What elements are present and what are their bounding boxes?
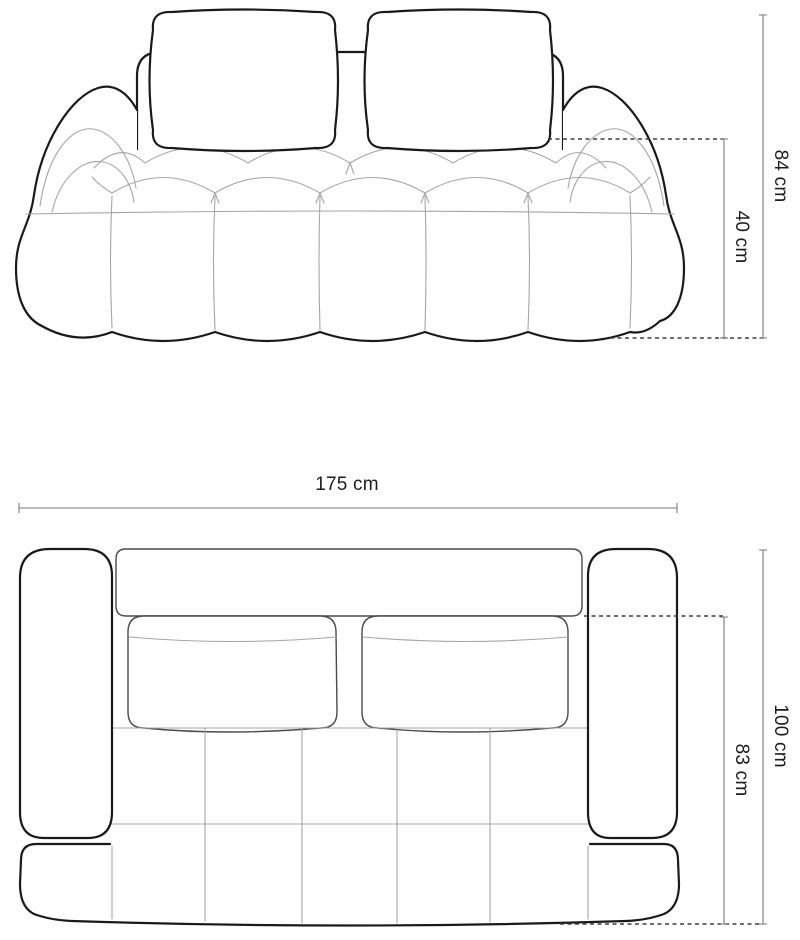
pillow-right bbox=[365, 10, 554, 152]
top-view bbox=[20, 549, 679, 926]
height-dimension-label: 84 cm bbox=[769, 149, 791, 203]
depth-dimension-line bbox=[759, 550, 767, 924]
seat-height-dimension-line bbox=[720, 139, 728, 338]
width-dimension-line bbox=[19, 503, 677, 513]
height-dimension-line bbox=[759, 15, 767, 338]
seat-depth-dimension-line bbox=[720, 617, 728, 924]
top-armrest-right bbox=[588, 549, 677, 838]
armrest-left-fill bbox=[16, 87, 137, 333]
top-cushion-left bbox=[128, 616, 337, 732]
top-cushion-right bbox=[362, 616, 568, 732]
armrest-right-fill bbox=[563, 87, 684, 333]
width-dimension-label: 175 cm bbox=[315, 474, 379, 495]
seat-height-dimension-label: 40 cm bbox=[730, 210, 752, 264]
seat-deck-grid bbox=[112, 728, 588, 923]
top-backrest-strip bbox=[116, 549, 582, 616]
depth-dimension-label: 100 cm bbox=[769, 704, 791, 768]
top-front-outline bbox=[20, 844, 679, 926]
pillow-left bbox=[150, 10, 339, 152]
top-armrest-left bbox=[20, 549, 112, 838]
seat-depth-dimension-label: 83 cm bbox=[730, 743, 752, 797]
front-view bbox=[16, 10, 684, 346]
